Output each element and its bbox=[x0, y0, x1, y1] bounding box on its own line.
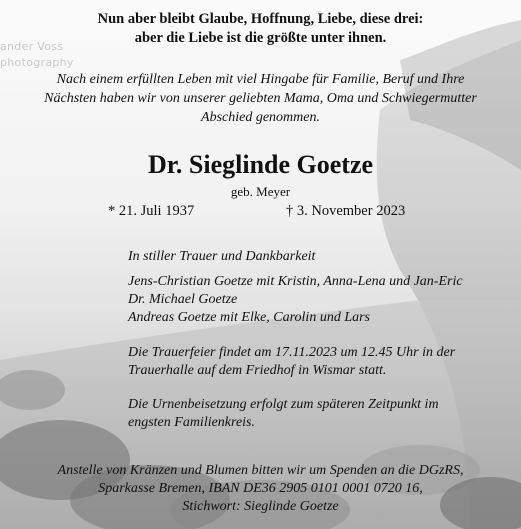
birth-date: * 21. Juli 1937 bbox=[108, 203, 195, 219]
donation-line: Anstelle von Kränzen und Blumen bitten wir um Spenden an die DGzRS, bbox=[57, 463, 464, 478]
verse-line: Nun aber bleibt Glaube, Hoffnung, Liebe, diese drei: bbox=[97, 11, 424, 27]
watermark-line: photography bbox=[0, 56, 74, 69]
intro-line: Nach einem erfüllten Leben mit viel Hingabe für Familie, Beruf und Ihre bbox=[56, 72, 465, 87]
intro-text bbox=[0, 70, 521, 127]
death-date: † 3. November 2023 bbox=[286, 203, 406, 219]
mourners-block bbox=[128, 248, 518, 327]
watermark-line: ander Voss bbox=[0, 40, 64, 53]
funeral-info bbox=[128, 344, 518, 380]
mourner-name: Dr. Michael Goetze bbox=[128, 292, 238, 307]
donation-line: Stichwort: Sieglinde Goetze bbox=[182, 499, 339, 514]
intro-line: Abschied genommen. bbox=[201, 110, 320, 125]
mourner-name: Andreas Goetze mit Elke, Carolin und Lars bbox=[128, 310, 371, 325]
verse-line: aber die Liebe ist die größte unter ihnen. bbox=[134, 30, 387, 46]
donation-line: Sparkasse Bremen, IBAN DE36 2905 0101 0001 0720 16, bbox=[98, 481, 423, 496]
funeral-line: Trauerhalle auf dem Friedhof in Wismar statt. bbox=[128, 363, 387, 378]
urn-line: engsten Familienkreis. bbox=[128, 415, 256, 430]
funeral-line: Die Trauerfeier findet am 17.11.2023 um 12.45 Uhr in der bbox=[128, 345, 456, 360]
intro-line: Nächsten haben wir von unserer geliebten Mama, Oma und Schwiegermutter bbox=[44, 91, 477, 106]
urn-burial-info bbox=[128, 396, 518, 432]
donation-request bbox=[0, 462, 521, 516]
maiden-name: geb. Meyer bbox=[230, 184, 291, 199]
mourners-heading: In stiller Trauer und Dankbarkeit bbox=[128, 249, 316, 264]
bible-verse bbox=[0, 10, 521, 48]
deceased-name: Dr. Sieglinde Goetze bbox=[147, 150, 374, 179]
urn-line: Die Urnenbeisetzung erfolgt zum späteren Zeitpunkt im bbox=[128, 397, 439, 412]
mourner-name: Jens-Christian Goetze mit Kristin, Anna-Lena und Jan-Eric bbox=[128, 274, 463, 289]
